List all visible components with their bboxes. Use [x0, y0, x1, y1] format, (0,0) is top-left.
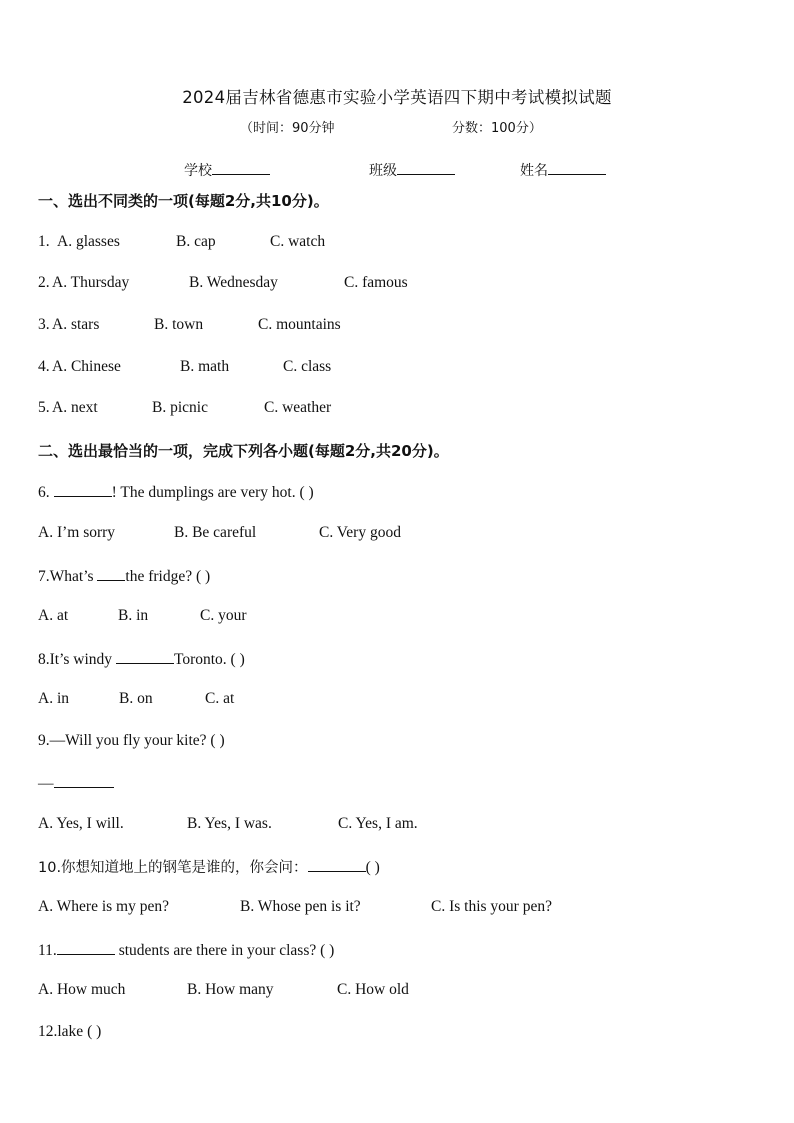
question-3: [38, 316, 341, 334]
student-info-fields: [0, 160, 794, 180]
time-limit: （时间：90分钟: [240, 121, 335, 136]
question-text: ( ): [365, 859, 380, 876]
page-title: 2024届吉林省德惠市实验小学英语四下期中考试模拟试题: [182, 88, 612, 107]
answer-blank[interactable]: [116, 649, 174, 664]
option-a[interactable]: A. glasses: [57, 233, 120, 250]
question-10: [38, 856, 380, 877]
option-a[interactable]: A. next: [52, 399, 98, 416]
option-b[interactable]: B. on: [119, 690, 153, 707]
option-a[interactable]: A. Yes, I will.: [38, 815, 124, 832]
class-label: 班级: [369, 163, 397, 179]
option-b[interactable]: B. math: [180, 358, 230, 375]
option-c[interactable]: C. Is this your pen?: [431, 898, 552, 915]
option-b[interactable]: B. town: [154, 316, 204, 333]
question-number: 1.: [38, 233, 50, 250]
section-2-heading: 二、选出最恰当的一项，完成下列各小题(每题2分,共20分)。: [38, 442, 449, 460]
question-text-pre: 8.It’s windy: [38, 651, 116, 668]
answer-blank[interactable]: [308, 857, 366, 872]
option-a[interactable]: A. in: [38, 690, 69, 707]
name-field[interactable]: [520, 160, 606, 180]
question-1: [38, 233, 326, 251]
question-11: [38, 940, 334, 960]
question-number: 5.: [38, 399, 50, 416]
school-label: 学校: [184, 163, 212, 179]
option-c[interactable]: C. class: [283, 358, 332, 375]
exam-info: [0, 117, 794, 137]
question-text-pre: 7.What’s: [38, 568, 98, 585]
question-text: students are there in your class? ( ): [114, 942, 335, 959]
question-8: [38, 649, 245, 669]
question-text: Toronto. ( ): [173, 651, 245, 668]
option-c[interactable]: C. at: [205, 690, 235, 707]
question-12: 12.lake ( ): [38, 1023, 102, 1040]
option-b[interactable]: B. Be careful: [174, 524, 257, 541]
class-blank[interactable]: [397, 160, 455, 175]
question-text-pre: 10.你想知道地上的钢笔是谁的，你会问：: [38, 860, 308, 876]
option-a[interactable]: A. stars: [52, 316, 100, 333]
answer-blank[interactable]: [54, 482, 112, 497]
question-9: 9.—Will you fly your kite? ( ): [38, 732, 225, 749]
class-field[interactable]: [369, 160, 455, 180]
option-b[interactable]: B. Wednesday: [189, 274, 278, 291]
question-4: [38, 358, 332, 376]
option-a[interactable]: A. Where is my pen?: [38, 898, 169, 915]
school-blank[interactable]: [212, 160, 270, 175]
option-c[interactable]: C. Very good: [319, 524, 401, 541]
option-c[interactable]: C. How old: [337, 981, 409, 998]
option-b[interactable]: B. Whose pen is it?: [240, 898, 361, 915]
option-a[interactable]: A. I’m sorry: [38, 524, 116, 541]
option-c[interactable]: C. weather: [264, 399, 332, 416]
question-7: [38, 566, 210, 586]
question-5: [38, 399, 332, 417]
question-number: 3.: [38, 316, 50, 333]
option-a[interactable]: A. How much: [38, 981, 126, 998]
option-c[interactable]: C. your: [200, 607, 247, 624]
option-b[interactable]: B. picnic: [152, 399, 208, 416]
option-b[interactable]: B. Yes, I was.: [187, 815, 272, 832]
question-text: the fridge? ( ): [125, 568, 211, 585]
question-number: 11.: [38, 942, 57, 959]
answer-blank[interactable]: [54, 773, 114, 788]
option-c[interactable]: C. Yes, I am.: [338, 815, 418, 832]
answer-blank[interactable]: [57, 940, 115, 955]
question-number: 4.: [38, 358, 50, 375]
question-number: 2.: [38, 274, 50, 291]
section-1-heading: 一、选出不同类的一项(每题2分,共10分)。: [38, 192, 329, 210]
question-number: 6.: [38, 484, 50, 501]
option-c[interactable]: C. famous: [344, 274, 408, 291]
question-9-response: [38, 773, 114, 793]
option-b[interactable]: B. cap: [176, 233, 216, 250]
option-a[interactable]: A. at: [38, 607, 69, 624]
name-label: 姓名: [520, 163, 548, 179]
option-b[interactable]: B. How many: [187, 981, 274, 998]
option-a[interactable]: A. Chinese: [52, 358, 121, 375]
school-field[interactable]: [184, 160, 270, 180]
option-b[interactable]: B. in: [118, 607, 149, 624]
name-blank[interactable]: [548, 160, 606, 175]
option-c[interactable]: C. mountains: [258, 316, 341, 333]
answer-blank[interactable]: [97, 566, 125, 581]
question-6: [38, 482, 314, 502]
question-text: ! The dumplings are very hot. ( ): [111, 484, 314, 501]
question-2: [38, 274, 408, 292]
dash: —: [38, 775, 54, 792]
total-score: 分数：100分）: [452, 121, 542, 136]
option-c[interactable]: C. watch: [270, 233, 326, 250]
option-a[interactable]: A. Thursday: [52, 274, 130, 291]
